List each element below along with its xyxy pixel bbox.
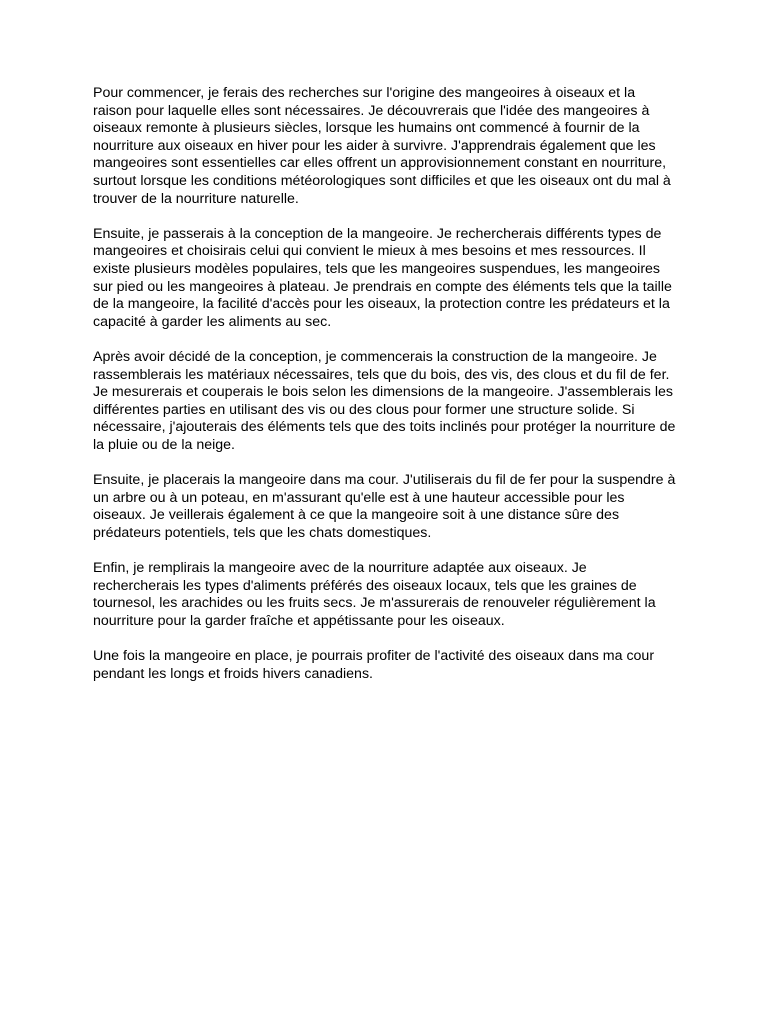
text-line: de la mangeoire, la facilité d'accès pour les oiseaux, la protection contre les prédateurs et la (93, 296, 670, 313)
text-line: rechercherais les types d'aliments préférés des oiseaux locaux, tels que les graines de (93, 577, 637, 594)
text-line: capacité à garder les aliments au sec. (93, 313, 332, 330)
text-line: pendant les longs et froids hivers canadiens. (93, 665, 373, 682)
text-line: Ensuite, je passerais à la conception de la mangeoire. Je rechercherais différents types de (93, 225, 662, 242)
text-line: nourriture aux oiseaux en hiver pour les aider à survivre. J'apprendrais également que les (93, 137, 656, 154)
text-line: Pour commencer, je ferais des recherches sur l'origine des mangeoires à oiseaux et la (93, 85, 636, 101)
text-line: oiseaux. Je veillerais également à ce que la mangeoire soit à une distance sûre des (93, 507, 620, 524)
paragraph-conclusion (93, 648, 683, 683)
document-body (93, 85, 683, 683)
paragraph-origin (93, 85, 683, 208)
text-line: surtout lorsque les conditions météorologiques sont difficiles et que les oiseaux ont du mal à (93, 172, 671, 189)
text-line: tournesol, les arachides ou les fruits secs. Je m'assurerais de renouveler régulièrement la (93, 595, 656, 612)
text-line: un arbre ou à un poteau, en m'assurant qu'elle est à une hauteur accessible pour les (93, 489, 625, 506)
text-line: prédateurs potentiels, tels que les chats domestiques. (93, 524, 432, 541)
text-line: trouver de la nourriture naturelle. (93, 190, 299, 207)
text-line: nourriture pour la garder fraîche et appétissante pour les oiseaux. (93, 612, 505, 629)
paragraph-filling (93, 560, 683, 630)
text-line: nécessaire, j'ajouterais des éléments tels que des toits inclinés pour protéger la nourriture de (93, 419, 676, 436)
text-line: différentes parties en utilisant des vis ou des clous pour former une structure solide. Si (93, 401, 635, 418)
text-line: Je mesurerais et couperais le bois selon les dimensions de la mangeoire. J'assemblerais les (93, 384, 673, 401)
text-line: oiseaux remonte à plusieurs siècles, lorsque les humains ont commencé à fournir de la (93, 120, 640, 137)
text-line: existe plusieurs modèles populaires, tels que les mangeoires suspendues, les mangeoires (93, 260, 661, 277)
paragraph-placement (93, 472, 683, 542)
text-line: mangeoires et choisirais celui qui convient le mieux à mes besoins et mes ressources. Il (93, 243, 646, 260)
paragraph-design (93, 226, 683, 332)
paragraph-construction (93, 349, 683, 455)
text-line: la pluie ou de la neige. (93, 436, 235, 453)
text-line: rassemblerais les matériaux nécessaires, tels que du bois, des vis, des clous et du fil de fer. (93, 366, 670, 383)
text-line: Après avoir décidé de la conception, je commencerais la construction de la mangeoire. Je (93, 348, 657, 365)
text-line: mangeoires sont essentielles car elles offrent un approvisionnement constant en nourriture, (93, 155, 667, 172)
text-line: raison pour laquelle elles sont nécessaires. Je découvrerais que l'idée des mangeoires à (93, 102, 650, 119)
text-line: Ensuite, je placerais la mangeoire dans ma cour. J'utiliserais du fil de fer pour la suspendre à (93, 472, 676, 489)
text-line: Enfin, je remplirais la mangeoire avec de la nourriture adaptée aux oiseaux. Je (93, 560, 587, 577)
text-line: sur pied ou les mangeoires à plateau. Je prendrais en compte des éléments tels que la taille (93, 278, 672, 295)
text-line: Une fois la mangeoire en place, je pourrais profiter de l'activité des oiseaux dans ma cour (93, 648, 655, 664)
